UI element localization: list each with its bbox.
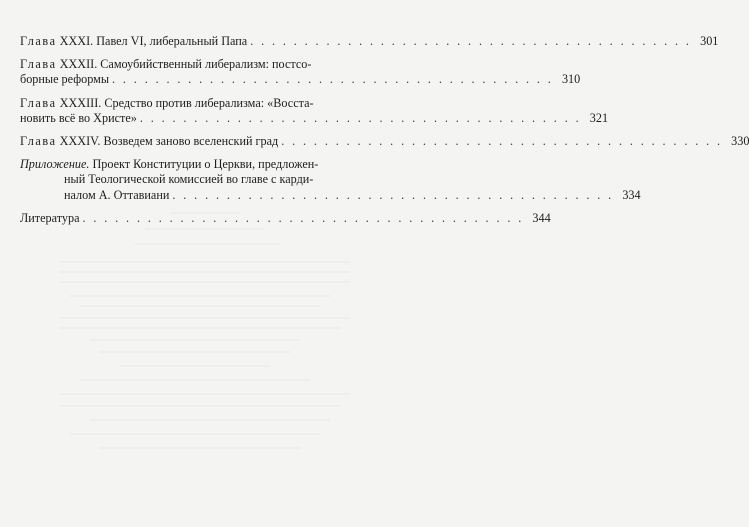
toc-entry-appendix (20, 157, 641, 203)
literature-title: Литература (20, 210, 80, 225)
dot-leader: . . . . . . . . . . . . . . . . . . . . . . . . . . . . . . . . . . . . . . . . . (250, 34, 692, 48)
appendix-title-line-2: ный Теологической комиссией во главе с карди- (64, 172, 314, 187)
chapter-title: Возведем заново вселенский град (103, 134, 279, 149)
chapter-title-line-2: новить всё во Христе» (20, 110, 137, 125)
chapter-numeral: XXXIV. (59, 134, 101, 149)
toc-entry-literature (20, 210, 551, 226)
chapter-numeral: XXXIII. (59, 95, 102, 110)
toc-entry-chapter-31 (20, 34, 719, 49)
chapter-prefix: Глава (20, 34, 57, 48)
appendix-title-line-1: Проект Конституции о Церкви, предложен- (92, 157, 319, 172)
chapter-prefix: Глава (20, 95, 57, 110)
dot-leader: . . . . . . . . . . . . . . . . . . . . . . . . . . . . . . . . . . . . . . . . . (139, 110, 582, 125)
chapter-numeral: XXXII. (59, 57, 98, 72)
toc-entry-chapter-33 (20, 95, 609, 126)
toc-entry-chapter-32 (20, 57, 581, 87)
chapter-title-line-1: Самоубийственный либерализм: постсо- (100, 57, 312, 72)
page-number: 330 (731, 134, 749, 149)
chapter-prefix: Глава (20, 57, 57, 72)
chapter-title-line-2: борные реформы (20, 72, 110, 87)
dot-leader: . . . . . . . . . . . . . . . . . . . . . . . . . . . . . . . . . . . . . . . . . (112, 72, 554, 87)
page-number: 334 (622, 187, 641, 202)
dot-leader: . . . . . . . . . . . . . . . . . . . . . . . . . . . . . . . . . . . . . . . . . (172, 187, 614, 202)
appendix-title-line-3: налом А. Оттавиани (64, 187, 170, 202)
dot-leader: . . . . . . . . . . . . . . . . . . . . . . . . . . . . . . . . . . . . . . . . . (82, 210, 524, 225)
dot-leader: . . . . . . . . . . . . . . . . . . . . . . . . . . . . . . . . . . . . . . . . . (281, 134, 723, 149)
chapter-prefix: Глава (20, 134, 57, 149)
toc-entry-chapter-34 (20, 134, 749, 149)
chapter-title-line-1: Средство против либерализма: «Восста- (104, 95, 314, 110)
table-of-contents (20, 34, 749, 226)
page-number: 310 (561, 72, 581, 87)
page-number: 321 (589, 110, 609, 125)
chapter-title: Павел VI, либеральный Папа (96, 34, 248, 48)
page-number: 301 (700, 34, 719, 48)
appendix-prefix: Приложение. (20, 157, 90, 172)
chapter-numeral: XXXI. (59, 34, 94, 48)
page-number: 344 (532, 210, 551, 225)
